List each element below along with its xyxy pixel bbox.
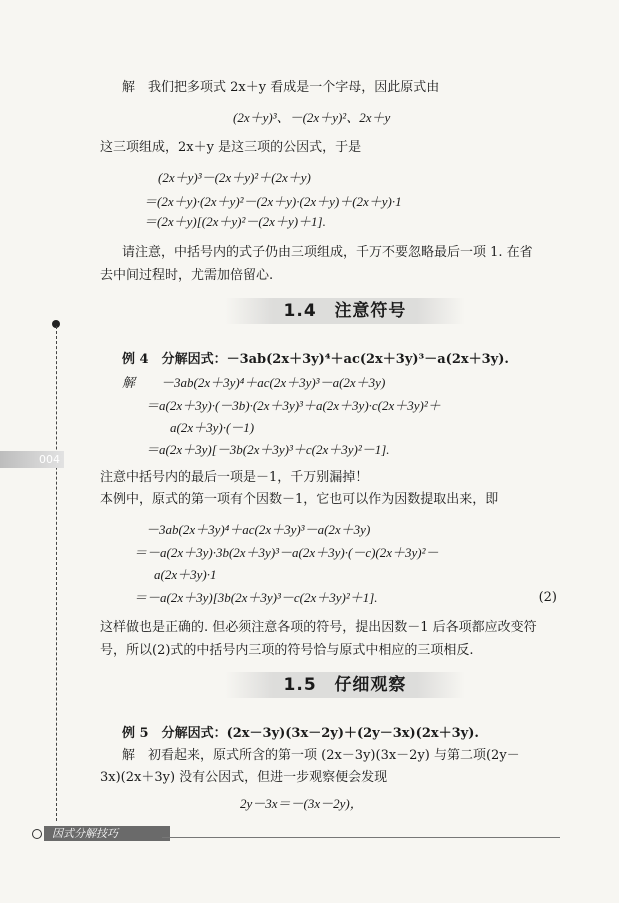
formula-line: ＝a(2x＋3y)[－3b(2x＋3y)³＋c(2x＋3y)²－1].: [146, 442, 390, 457]
formula-line: 2y－3x＝－(3x－2y)，: [240, 796, 363, 811]
formula-line: ＝(2x＋y)·(2x＋y)²－(2x＋y)·(2x＋y)＋(2x＋y)·1: [144, 194, 402, 209]
text-line: 这样做也是正确的. 但必须注意各项的符号，提出因数－1 后各项都应改变符: [100, 620, 537, 635]
footer-rule: [162, 837, 560, 838]
text-line: 解 我们把多项式 2x＋y 看成是一个字母，因此原式由: [122, 80, 440, 95]
page-number: 004: [0, 451, 64, 468]
text-line: 这三项组成，2x＋y 是这三项的公因式，于是: [100, 140, 362, 155]
formula-line: 解 －3ab(2x＋3y)⁴＋ac(2x＋3y)³－a(2x＋3y): [122, 375, 386, 390]
section-heading: [225, 672, 465, 698]
section-number: 1.4: [283, 301, 317, 321]
formula-line: ＝－a(2x＋3y)·3b(2x＋3y)³－a(2x＋3y)·(－c)(2x＋3y)²－: [134, 545, 439, 560]
section-heading: [225, 298, 465, 324]
formula-line: a(2x＋3y)·(－1): [170, 420, 255, 435]
text-line: 请注意，中括号内的式子仍由三项组成，千万不要忽略最后一项 1. 在省: [122, 245, 533, 260]
footer-book-title: 因式分解技巧: [44, 826, 170, 841]
text-line: 去中间过程时，尤需加倍留心.: [100, 268, 274, 283]
formula-line: a(2x＋3y)·1: [154, 567, 217, 582]
margin-dashed-line: [56, 326, 57, 821]
section-title: 注意符号: [334, 301, 407, 321]
equation-number: (2): [538, 590, 557, 605]
text-line: 解 初看起来，原式所含的第一项 (2x－3y)(3x－2y) 与第二项(2y－: [122, 748, 520, 763]
formula-line: ＝－a(2x＋3y)[3b(2x＋3y)³－c(2x＋3y)²＋1].: [134, 590, 378, 605]
section-title: 仔细观察: [334, 675, 407, 695]
text-line: 号，所以(2)式的中括号内三项的符号恰与原式中相应的三项相反.: [100, 643, 474, 658]
section-number: 1.5: [283, 675, 317, 695]
formula-line: ＝a(2x＋3y)·(－3b)·(2x＋3y)³＋a(2x＋3y)·c(2x＋3y)²＋: [146, 398, 441, 413]
formula-line: (2x＋y)³、－(2x＋y)²、2x＋y: [233, 110, 391, 125]
text-line: 本例中，原式的第一项有个因数－1，它也可以作为因数提取出来，即: [100, 492, 499, 507]
formula-line: (2x＋y)³－(2x＋y)²＋(2x＋y): [158, 170, 311, 185]
formula-line: ＝(2x＋y)[(2x＋y)²－(2x＋y)＋1].: [144, 214, 326, 229]
formula-line: －3ab(2x＋3y)⁴＋ac(2x＋3y)³－a(2x＋3y): [146, 522, 371, 537]
example-title: 例 4 分解因式：－3ab(2x＋3y)⁴＋ac(2x＋3y)³－a(2x＋3y).: [122, 352, 509, 367]
text-line: 3x)(2x＋3y) 没有公因式，但进一步观察便会发现: [100, 770, 388, 785]
footer-ring-icon: [32, 829, 42, 839]
text-line: 注意中括号内的最后一项是－1，千万别漏掉！: [100, 470, 369, 485]
example-title: 例 5 分解因式：(2x－3y)(3x－2y)＋(2y－3x)(2x＋3y).: [122, 726, 479, 741]
